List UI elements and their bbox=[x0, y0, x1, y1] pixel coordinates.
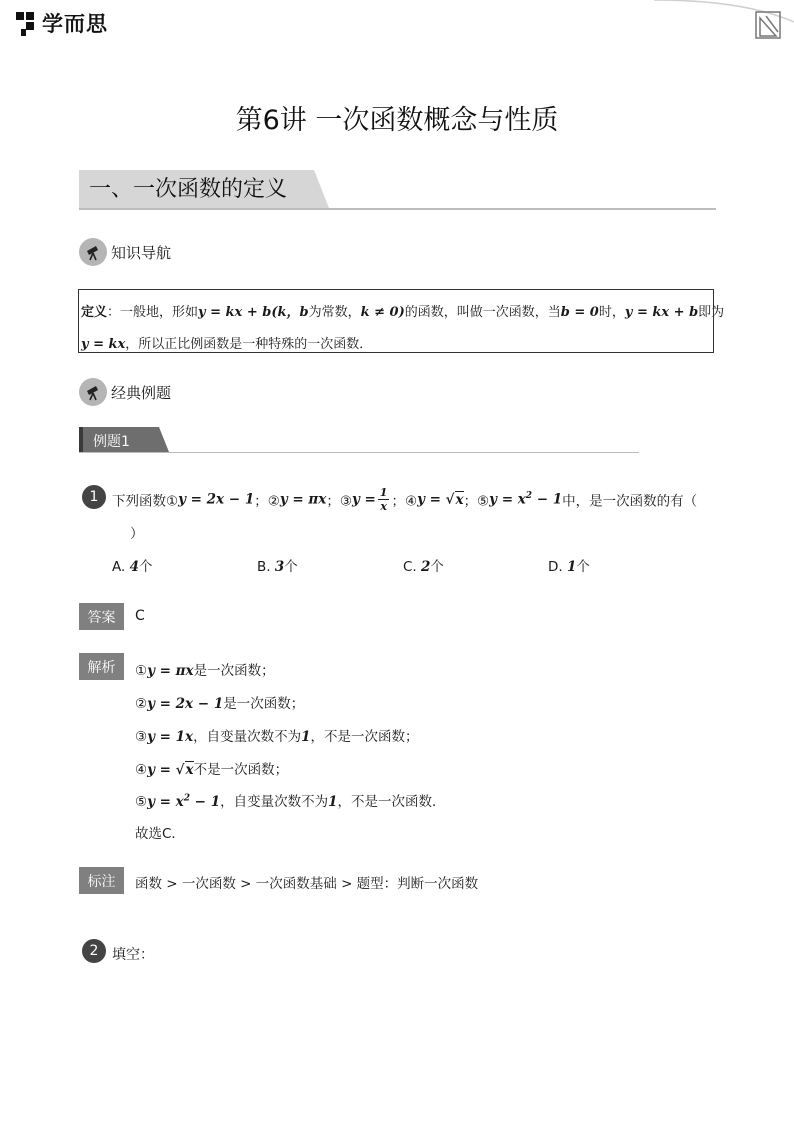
question-text: ；② bbox=[254, 493, 280, 510]
answer-tag: 答案 bbox=[79, 603, 124, 630]
definition-box bbox=[78, 289, 725, 353]
option-letter: A. bbox=[112, 559, 126, 575]
fraction bbox=[378, 486, 390, 513]
definition-line-1 bbox=[81, 297, 725, 329]
page-title: 第6讲 一次函数概念与性质 bbox=[235, 105, 559, 136]
analysis-tag: 解析 bbox=[79, 653, 124, 680]
definition-text: ：一般地，形如 bbox=[107, 305, 199, 320]
section-underline bbox=[79, 208, 716, 210]
answer-value: C bbox=[135, 608, 145, 624]
formula: y = bbox=[351, 491, 376, 508]
option-value: 3 bbox=[274, 559, 285, 575]
option-d[interactable] bbox=[548, 555, 590, 575]
analysis-line-6: 故选C． bbox=[135, 826, 185, 842]
question-1-stem bbox=[112, 486, 697, 513]
analysis-text: ② bbox=[135, 696, 148, 712]
analysis-line-1 bbox=[135, 659, 275, 679]
brand-name: 学而思 bbox=[42, 12, 108, 36]
definition-line-2 bbox=[81, 329, 709, 361]
telescope-icon bbox=[79, 238, 107, 266]
question-text: 中，是一次函数的有（ bbox=[562, 493, 698, 510]
example-tab-underline bbox=[79, 452, 639, 453]
definition-text: ，所以正比例函数是一种特殊的一次函数． bbox=[125, 337, 373, 352]
option-value: 4 bbox=[129, 559, 139, 575]
example-tab bbox=[79, 427, 639, 454]
example-tab-label: 例题1 bbox=[93, 434, 130, 450]
analysis-text: ，自变量次数不为 bbox=[220, 794, 329, 810]
knowledge-nav-label: 知识导航 bbox=[111, 243, 172, 262]
analysis-text: ，不是一次函数； bbox=[310, 729, 419, 745]
question-1-close-paren: ） bbox=[130, 526, 144, 542]
brand-mark-icon bbox=[14, 9, 38, 37]
example-tab-strip bbox=[79, 427, 83, 452]
formula: y = √ bbox=[147, 762, 185, 778]
question-2-number: 2 bbox=[82, 939, 106, 963]
formula: y = 2x − 1 bbox=[147, 696, 224, 712]
analysis-text: ，自变量次数不为 bbox=[193, 729, 302, 745]
definition-label: 定义 bbox=[81, 305, 108, 320]
analysis-text: 是一次函数； bbox=[223, 696, 305, 712]
question-1-number: 1 bbox=[82, 485, 106, 509]
formula: y = kx + b bbox=[624, 305, 699, 320]
exponent: 2 bbox=[525, 491, 533, 501]
definition-text: 为常数， bbox=[308, 305, 361, 320]
formula: y = 1x bbox=[147, 729, 194, 745]
note-tag: 标注 bbox=[79, 867, 124, 894]
formula: y = x bbox=[147, 794, 184, 810]
analysis-line-5 bbox=[135, 790, 446, 810]
formula: b = 0 bbox=[560, 305, 599, 320]
ruler-triangle-icon bbox=[754, 10, 782, 40]
telescope-icon bbox=[79, 378, 107, 406]
analysis-line-4 bbox=[135, 758, 288, 778]
examples-nav-badge bbox=[79, 379, 171, 405]
option-unit: 个 bbox=[284, 559, 298, 575]
option-letter: C. bbox=[403, 559, 417, 575]
section-header bbox=[79, 170, 716, 210]
analysis-text: 是一次函数； bbox=[193, 663, 275, 679]
option-letter: B. bbox=[257, 559, 271, 575]
definition-text: 时， bbox=[598, 305, 625, 320]
option-value: 2 bbox=[421, 559, 431, 575]
formula: y = 2x − 1 bbox=[178, 491, 255, 508]
formula: 1 bbox=[301, 729, 311, 745]
formula: y = x bbox=[489, 491, 526, 508]
option-unit: 个 bbox=[139, 559, 153, 575]
question-text: ；③ bbox=[326, 493, 352, 510]
knowledge-nav-badge bbox=[79, 239, 171, 265]
fraction-numerator: 1 bbox=[379, 486, 388, 499]
option-c[interactable] bbox=[403, 555, 444, 575]
formula: y = πx bbox=[147, 663, 194, 679]
exponent: 2 bbox=[183, 793, 190, 804]
option-a[interactable] bbox=[112, 555, 153, 575]
radicand: x bbox=[455, 491, 464, 508]
formula: k ≠ 0) bbox=[360, 305, 405, 320]
analysis-text: ① bbox=[135, 663, 148, 679]
formula: y = √ bbox=[417, 491, 455, 508]
option-unit: 个 bbox=[576, 559, 590, 575]
fraction-denominator: x bbox=[380, 500, 387, 513]
question-text: ；⑤ bbox=[463, 493, 490, 510]
analysis-text: ③ bbox=[135, 729, 148, 745]
section-title: 一、一次函数的定义 bbox=[89, 177, 288, 202]
analysis-text: ，不是一次函数． bbox=[337, 794, 446, 810]
formula: − 1 bbox=[189, 794, 221, 810]
option-unit: 个 bbox=[430, 559, 444, 575]
formula: 1 bbox=[328, 794, 338, 810]
analysis-line-2 bbox=[135, 692, 304, 712]
question-2-text: 填空： bbox=[112, 947, 154, 963]
radicand: x bbox=[185, 762, 194, 778]
note-path: 函数 > 一次函数 > 一次函数基础 > 题型：判断一次函数 bbox=[135, 876, 479, 892]
formula: y = kx + b(k，b bbox=[198, 305, 309, 320]
definition-text: 的函数，叫做一次函数，当 bbox=[404, 305, 561, 320]
definition-text: 即为 bbox=[698, 305, 725, 320]
question-text: 下列函数① bbox=[112, 493, 179, 510]
option-letter: D. bbox=[548, 559, 563, 575]
brand-logo bbox=[14, 8, 108, 38]
formula: y = πx bbox=[279, 491, 327, 508]
analysis-line-3 bbox=[135, 725, 419, 745]
analysis-text: ⑤ bbox=[135, 794, 148, 810]
analysis-text: 不是一次函数； bbox=[193, 762, 289, 778]
question-text: ；④ bbox=[391, 493, 418, 510]
analysis-text: ④ bbox=[135, 762, 148, 778]
examples-nav-label: 经典例题 bbox=[111, 383, 172, 402]
formula: − 1 bbox=[532, 491, 563, 508]
option-b[interactable] bbox=[257, 555, 298, 575]
formula: y = kx bbox=[81, 337, 126, 352]
option-value: 1 bbox=[566, 559, 577, 575]
